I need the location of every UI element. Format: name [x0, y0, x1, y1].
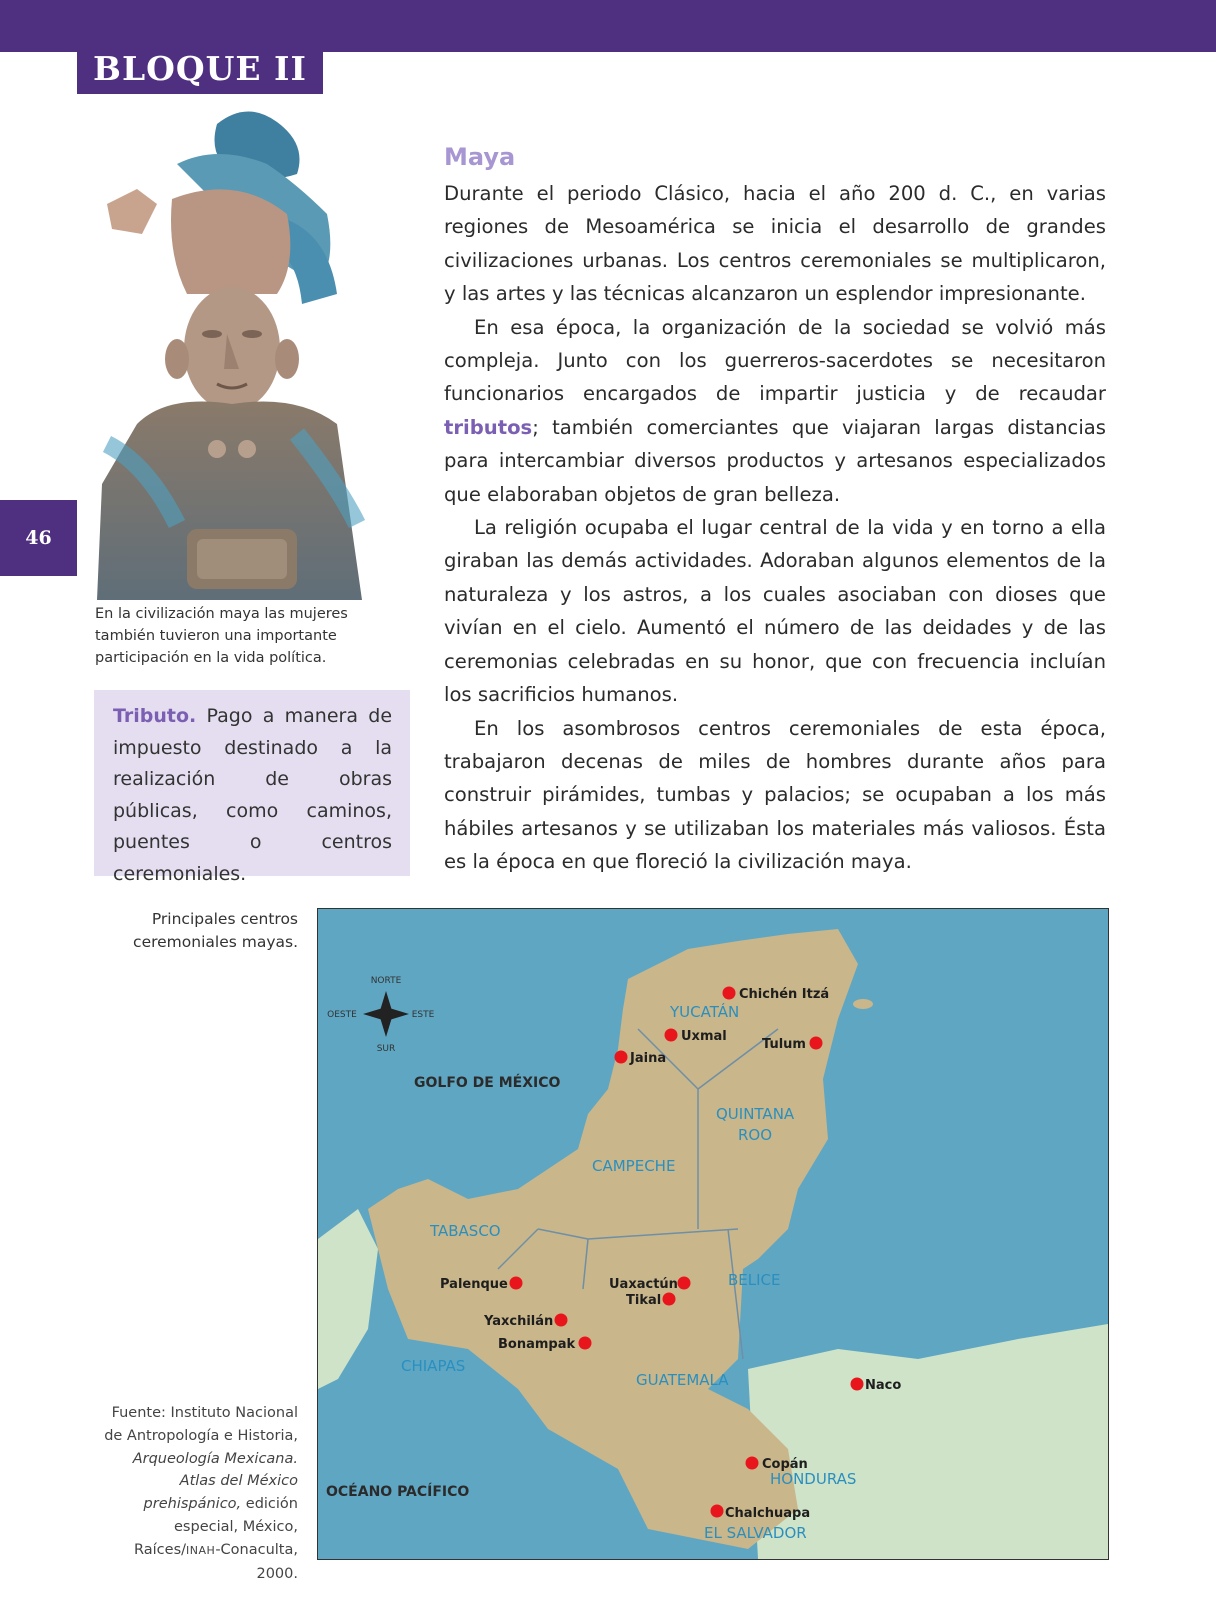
glossary-term: Tributo. [113, 705, 197, 727]
compass-east: ESTE [411, 1010, 435, 1020]
site-uxmal: Uxmal [681, 1029, 727, 1044]
glossary-definition: Pago a manera de impuesto destinado a la realización de obras públicas, como caminos, puentes o centros ceremoniales. [113, 705, 393, 885]
site-naco: Naco [865, 1378, 902, 1393]
source-line-1: Fuente: Instituto Nacional de Antropología e Historia, [104, 1405, 298, 1444]
site-palenque: Palenque [440, 1277, 508, 1292]
site-yaxchilan-dot [555, 1314, 568, 1327]
site-uaxactun: Uaxactún [609, 1277, 678, 1292]
site-jaina-dot [615, 1051, 628, 1064]
map-caption: Principales centros ceremoniales mayas. [133, 910, 298, 951]
site-jaina: Jaina [630, 1051, 667, 1066]
keyword-tributos[interactable]: tributos [444, 415, 533, 439]
region-guatemala: GUATEMALA [636, 1371, 729, 1389]
region-chiapas: CHIAPAS [401, 1357, 466, 1375]
site-tikal: Tikal [626, 1293, 662, 1308]
maya-map [317, 908, 1109, 1560]
compass-south: SUR [376, 1044, 396, 1054]
label-pacific: OCÉANO PACÍFICO [326, 1484, 470, 1500]
region-yucatan: YUCATÁN [670, 1003, 740, 1021]
island [814, 1129, 822, 1149]
site-uaxactun-dot [678, 1277, 691, 1290]
site-chichen-itza: Chichén Itzá [739, 987, 830, 1002]
region-tabasco: TABASCO [430, 1222, 501, 1240]
site-tulum: Tulum [762, 1037, 806, 1052]
site-bonampak-dot [579, 1337, 592, 1350]
site-palenque-dot [510, 1277, 523, 1290]
source-inah: INAH [186, 1543, 216, 1557]
paragraph-2-start: En esa época, la organización de la sociedad se volvió más compleja. Junto con los guerreros-sacerdotes se necesitaron funcionarios encargados de impartir justicia y de recaudar [444, 315, 1106, 406]
region-quintana-roo-1: QUINTANA [716, 1105, 795, 1123]
maya-figurine-photo [97, 104, 375, 600]
source-line-3: -Conaculta, 2000. [215, 1541, 298, 1582]
body-text [444, 177, 1106, 879]
site-chalchuapa-dot [711, 1505, 724, 1518]
site-uxmal-dot [665, 1029, 678, 1042]
site-chichen-itza-dot [723, 987, 736, 1000]
site-copan: Copán [762, 1457, 808, 1472]
paragraph-1: Durante el periodo Clásico, hacia el año 200 d. C., en varias regiones de Mesoamérica se inicia el desarrollo de grandes civilizaciones urbanas. Los centros ceremoniales se multiplicaron, y las artes y las técnicas alcanzaron un esplendor impresionante. [444, 182, 1106, 306]
site-tulum-dot [810, 1037, 823, 1050]
site-bonampak: Bonampak [498, 1337, 576, 1352]
site-chalchuapa: Chalchuapa [725, 1506, 811, 1521]
region-quintana-roo-2: ROO [738, 1126, 773, 1144]
source-title: Arqueología Mexicana. Atlas del México prehispánico, [132, 1450, 298, 1513]
site-yaxchilan: Yaxchilán [484, 1314, 554, 1329]
glossary-box [94, 690, 410, 885]
region-belice: BELICE [728, 1271, 781, 1289]
paragraph-2-end: ; también comerciantes que viajaran largas distancias para intercambiar diversos productos y artesanos especializados que elaboraban objetos de gran belleza. [444, 415, 1106, 506]
map-source [96, 1402, 298, 1585]
site-naco-dot [851, 1378, 864, 1391]
compass-north: NORTE [370, 976, 402, 986]
label-gulf: GOLFO DE MÉXICO [414, 1075, 561, 1091]
site-tikal-dot [663, 1293, 676, 1306]
block-label: BLOQUE II [77, 44, 323, 94]
compass-west: OESTE [327, 1010, 357, 1020]
section-title: Maya [444, 143, 516, 171]
paragraph-4: En los asombrosos centros ceremoniales de esta época, trabajaron decenas de miles de hombres durante años para construir pirámides, tumbas y palacios; se ocupaban a los más hábiles artesanos y se utilizaban los materiales más valiosos. Ésta es la época en que floreció la civilización maya. [444, 716, 1106, 874]
site-copan-dot [746, 1457, 759, 1470]
page-number: 46 [0, 500, 77, 576]
region-campeche: CAMPECHE [592, 1157, 676, 1175]
paragraph-3: La religión ocupaba el lugar central de la vida y en torno a ella giraban las demás actividades. Adoraban algunos elementos de la naturaleza y los astros, a los cuales asociaban con dioses que vivían en el cielo. Aumentó el número de las deidades y de las ceremonias celebradas en su honor, que con frecuencia incluían los sacrificios humanos. [444, 516, 1106, 707]
region-honduras: HONDURAS [770, 1470, 857, 1488]
island [853, 999, 873, 1009]
source-line-2: edición especial, México, Raíces/ [134, 1496, 298, 1558]
region-el-salvador: EL SALVADOR [704, 1524, 807, 1542]
paragraph-2 [444, 311, 1106, 511]
photo-caption: En la civilización maya las mujeres también tuvieron una importante participación en la vida política. [95, 606, 348, 666]
